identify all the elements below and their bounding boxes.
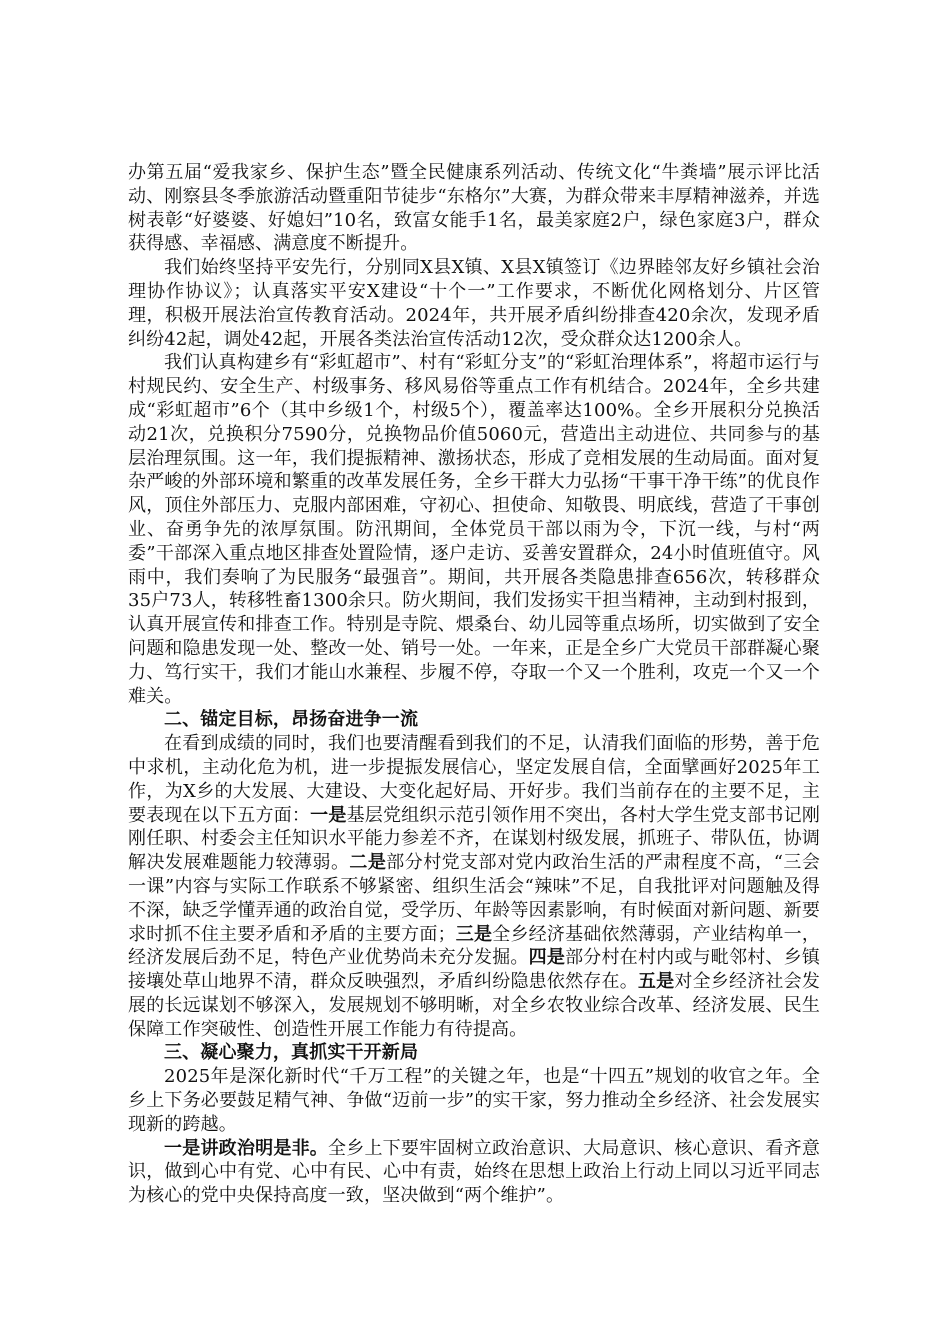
document-body [128, 161, 820, 1208]
paragraph-shortcomings [128, 732, 820, 1041]
text-run: 全乡经济基础依然薄弱，产业结构单一，经济发展后劲不足，特色产业优势尚未充分发掘。 [128, 923, 820, 969]
text-run: 部分村在村内或与毗邻村、乡镇接壤处草山地界不清，群众反映强烈，矛盾纠纷隐患依然存在。 [128, 947, 820, 993]
point-marker-1: 一是 [310, 804, 347, 826]
point-marker-5: 五是 [637, 971, 675, 993]
point-marker-4: 四是 [528, 947, 566, 969]
paragraph-culture-activities: 办第五届“爱我家乡、保护生态”暨全民健康系列活动、传统文化“牛粪墙”展示评比活动、刚察县冬季旅游活动暨重阳节徒步“东格尔”大赛，为群众带来丰厚精神滋养，并选树表彰“好婆婆、好媳妇”10名，致富女能手1名，最美家庭2户，绿色家庭3户，群众获得感、幸福感、满意度不断提升。 [128, 162, 820, 255]
text-run: 对全乡经济社会发展的长远谋划不够深入，发展规划不够明晰，对全乡农牧业综合改革、经济发展、民生保障工作突破性、创造性开展工作能力有待提高。 [128, 971, 821, 1040]
text-run: 全乡上下要牢固树立政治意识、大局意识、核心意识、看齐意识，做到心中有党、心中有民、心中有责，始终在思想上政治上行动上同以习近平同志为核心的党中央保持高度一致，坚决做到“两个维护”。 [128, 1137, 820, 1207]
paragraph-safety-governance: 我们始终坚持平安先行，分别同X县X镇、X县X镇签订《边界睦邻友好乡镇社会治理协作协议》；认真落实平安X建设“十个一”工作要求，不断优化网格划分、片区管理，积极开展法治宣传教育活动。2024年，共开展矛盾纠纷排查420余次，发现矛盾纠纷42起，调处42起，开展各类法治宣传活动12次，受众群众达1200余人。 [128, 257, 820, 350]
paragraph-2025-goals: 2025年是深化新时代“千万工程”的关键之年，也是“十四五”规划的收官之年。全乡上下务必要鼓足精气神、争做“迈前一步”的实干家，努力推动全乡经济、社会发展实现新的跨越。 [128, 1066, 820, 1135]
paragraph-politics [128, 1137, 820, 1208]
section-heading-2: 二、锚定目标，昂扬奋进争一流 [164, 709, 419, 731]
text-run: 部分村党支部对党内政治生活的严肃程度不高，“三会一课”内容与实际工作联系不够紧密、组织生活会“辣味”不足，自我批评对问题触及得不深，缺乏学懂弄通的政治自觉，受学历、年龄等因素影响，有时候面对新问题、新要求时抓不住主要矛盾和矛盾的主要方面； [128, 852, 820, 945]
point-marker-politics: 一是讲政治明是非。 [164, 1137, 329, 1159]
text-run: 基层党组织示范引领作用不突出，各村大学生党支部书记刚刚任职、村委会主任知识水平能力参差不齐，在谋划村级发展，抓班子、带队伍，协调解决发展难题能力较薄弱。 [128, 804, 821, 874]
point-marker-3: 三是 [455, 923, 493, 945]
section-heading-3: 三、凝心聚力，真抓实干开新局 [164, 1042, 419, 1064]
paragraph-rainbow-governance: 我们认真构建乡有“彩虹超市”、村有“彩虹分支”的“彩虹治理体系”，将超市运行与村规民约、安全生产、村级事务、移风易俗等重点工作有机结合。2024年，全乡共建成“彩虹超市”6个（其中乡级1个，村级5个），覆盖率达100%。全乡开展积分兑换活动21次，兑换积分7590分，兑换物品价值5060元，营造出主动进位、共同参与的基层治理氛围。这一年，我们提振精神、激扬状态，形成了竞相发展的生动局面。面对复杂严峻的外部环境和繁重的改革发展任务，全乡干群大力弘扬“干事干净干练”的优良作风，顶住外部压力、克服内部困难，守初心、担使命、知敬畏、明底线，营造了干事创业、奋勇争先的浓厚氛围。防汛期间，全体党员干部以雨为令，下沉一线，与村“两委”干部深入重点地区排查处置险情，逐户走访、妥善安置群众，24小时值班值守。风雨中，我们奏响了为民服务“最强音”。期间，共开展各类隐患排查656次，转移群众35户73人，转移牲畜1300余只。防火期间，我们发扬实干担当精神，主动到村报到，认真开展宣传和排查工作。特别是寺院、煨桑台、幼儿园等重点场所，切实做到了安全问题和隐患发现一处、整改一处、销号一处。一年来，正是全乡广大党员干部群凝心聚力、笃行实干，我们才能山水兼程、步履不停，夺取一个又一个胜利，攻克一个又一个难关。 [128, 352, 820, 707]
text-run: 在看到成绩的同时，我们也要清醒看到我们的不足，认清我们面临的形势，善于危中求机，主动化危为机，进一步提振发展信心，坚定发展自信，全面擘画好2025年工作，为X乡的大发展、大建设、大变化起好局、开好步。我们当前存在的主要不足，主要表现在以下五方面： [128, 733, 820, 826]
point-marker-2: 二是 [349, 852, 387, 874]
